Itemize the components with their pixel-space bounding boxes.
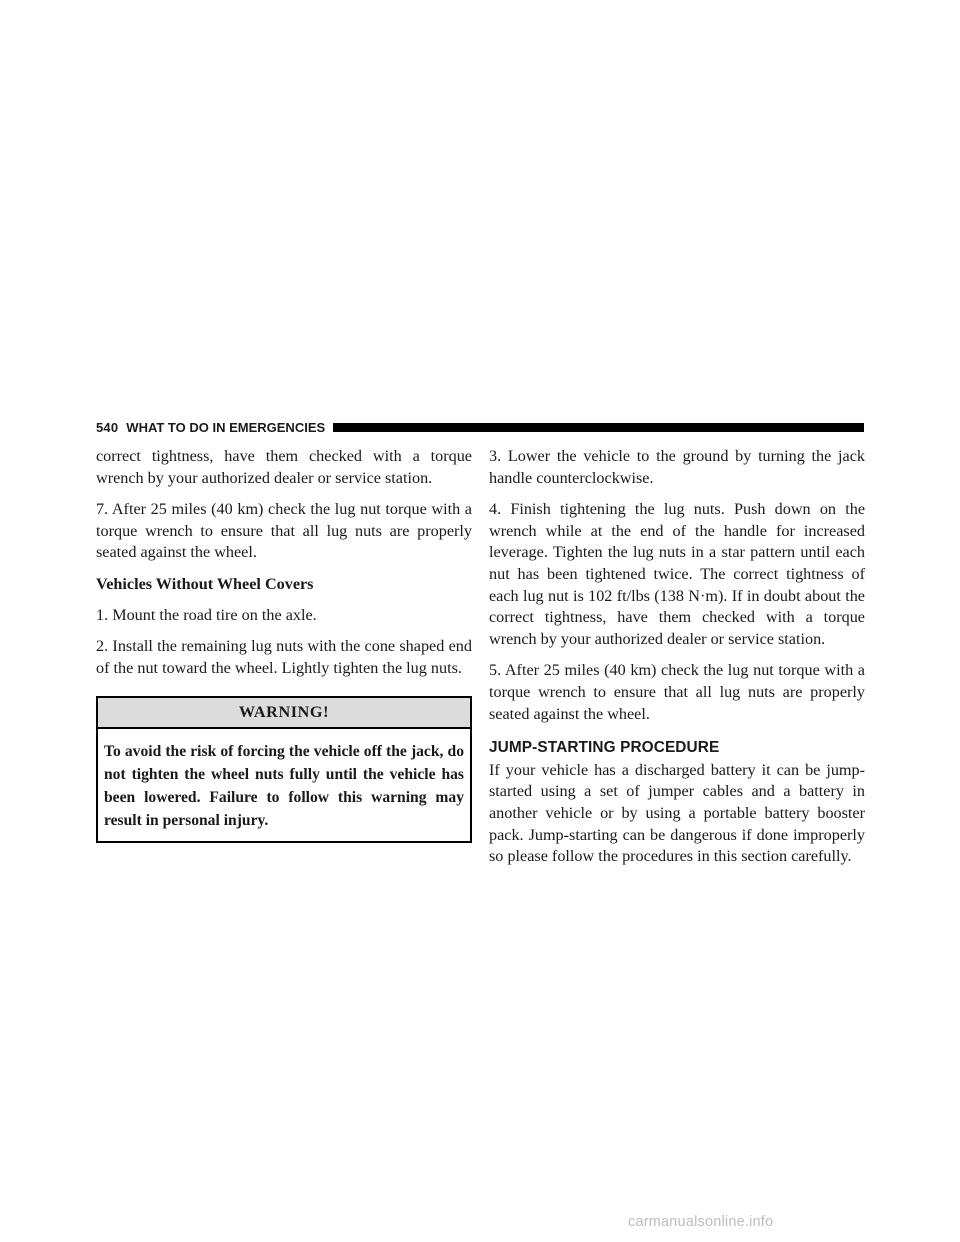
left-column <box>96 446 472 843</box>
paragraph-step-4: 4. Finish tightening the lug nuts. Push down on the wrench while at the end of the handle for increased leverage. Tighten the lug nuts in a star pattern until each nut has been tightened twice. The correct tightness of each lug nut is 102 ft/lbs (138 N·m). If in doubt about the correct tightness, have them checked with a torque wrench by your authorized dealer or service station. <box>489 500 865 648</box>
page-number: 540 <box>96 419 119 435</box>
watermark-text: carmanualsonline.info <box>628 1214 774 1230</box>
subheading-vehicles-without-wheel-covers: Vehicles Without Wheel Covers <box>96 574 314 593</box>
heading-jump-starting-procedure: JUMP-STARTING PROCEDURE <box>489 739 720 757</box>
warning-body: To avoid the risk of forcing the vehicle off the jack, do not tighten the wheel nuts fully until the vehicle has been lowered. Failure to follow this warning may result in personal injury. <box>104 742 464 829</box>
paragraph-step-5: 5. After 25 miles (40 km) check the lug nut torque with a torque wrench to ensure that all lug nuts are properly seated against the wheel. <box>489 661 865 723</box>
paragraph-step-3: 3. Lower the vehicle to the ground by turning the jack handle counterclockwise. <box>489 447 865 487</box>
paragraph-continued: correct tightness, have them checked with a torque wrench by your authorized dealer or service station. <box>96 447 472 487</box>
warning-title: WARNING! <box>98 698 470 729</box>
paragraph-step-2: 2. Install the remaining lug nuts with the cone shaped end of the nut toward the wheel. Lightly tighten the lug nuts. <box>96 637 472 677</box>
paragraph-step-7: 7. After 25 miles (40 km) check the lug nut torque with a torque wrench to ensure that all lug nuts are properly seated against the wheel. <box>96 500 472 562</box>
right-column <box>489 446 865 878</box>
page-header <box>96 416 864 438</box>
paragraph-step-1: 1. Mount the road tire on the axle. <box>96 605 317 624</box>
section-title: WHAT TO DO IN EMERGENCIES <box>126 419 326 435</box>
paragraph-jump-starting: If your vehicle has a discharged battery it can be jump-started using a set of jumper cables and a battery in another vehicle or by using a portable battery booster pack. Jump-starting can be dangerous if done improperly so please follow the procedures in this section carefully. <box>489 760 865 866</box>
header-rule <box>333 423 864 432</box>
warning-box <box>96 696 472 843</box>
